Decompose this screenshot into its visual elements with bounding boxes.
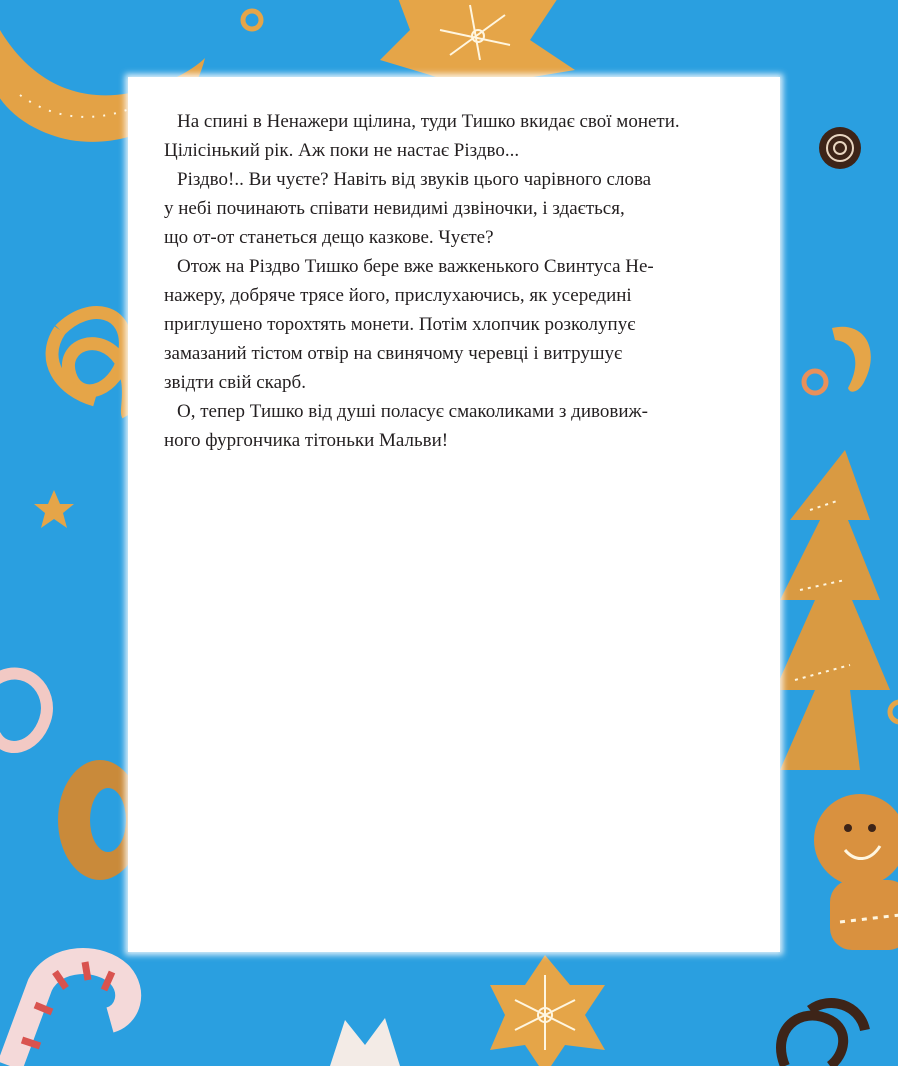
text-line: О, тепер Тишко від душі поласує смаколиками з дивовиж- <box>177 401 648 422</box>
paragraph <box>164 397 746 455</box>
text-line: ного фургончика тітоньки Мальви! <box>164 430 449 451</box>
ribbon-bow-icon <box>330 1018 400 1066</box>
text-page <box>128 77 780 952</box>
text-line: нажеру, добряче трясе його, прислухаючись, як усередині <box>164 285 632 306</box>
text-line: Різдво!.. Ви чуєте? Навіть від звуків цього чарівного слова <box>177 169 652 190</box>
text-line: Цілісінький рік. Аж поки не настає Різдво... <box>164 140 520 161</box>
star-cookie-top-icon <box>380 0 575 85</box>
text-line: звідти свій скарб. <box>164 372 306 393</box>
christmas-tree-cookie-icon <box>775 450 890 770</box>
small-crescent-cookie-icon <box>832 327 871 392</box>
chocolate-swirl-candy-icon <box>819 127 861 169</box>
text-line: замазаний тістом отвір на свинячому черевці і витрушує <box>164 343 623 364</box>
small-star-cookie-icon <box>34 490 74 528</box>
small-ring-cookie-icon <box>804 371 826 393</box>
candy-cane-icon <box>10 961 128 1066</box>
text-line: Отож на Різдво Тишко бере вже важкенького Свинтуса Не- <box>177 256 654 277</box>
text-line: що от-от станеться дещо казкове. Чуєте? <box>164 227 494 248</box>
paragraph <box>164 107 746 165</box>
text-line: у небі починають співати невидимі дзвіночки, і здається, <box>164 198 625 219</box>
edge-ring-cookie-icon <box>890 702 898 722</box>
pretzel-cookie-icon <box>52 313 128 415</box>
star-cookie-bottom-icon <box>490 955 605 1066</box>
text-line: приглушено торохтять монети. Потім хлопчик розколупує <box>164 314 636 335</box>
text-line: На спині в Ненажери щілина, туди Тишко вкидає свої монети. <box>177 111 680 132</box>
paragraph <box>164 165 746 252</box>
story-text <box>164 107 746 455</box>
chocolate-pretzel-icon <box>781 1003 865 1066</box>
pink-pretzel-cookie-icon <box>0 674 47 747</box>
ring-cookie-icon <box>243 11 261 29</box>
gingerbread-man-cookie-icon <box>814 794 898 950</box>
paragraph <box>164 252 746 397</box>
